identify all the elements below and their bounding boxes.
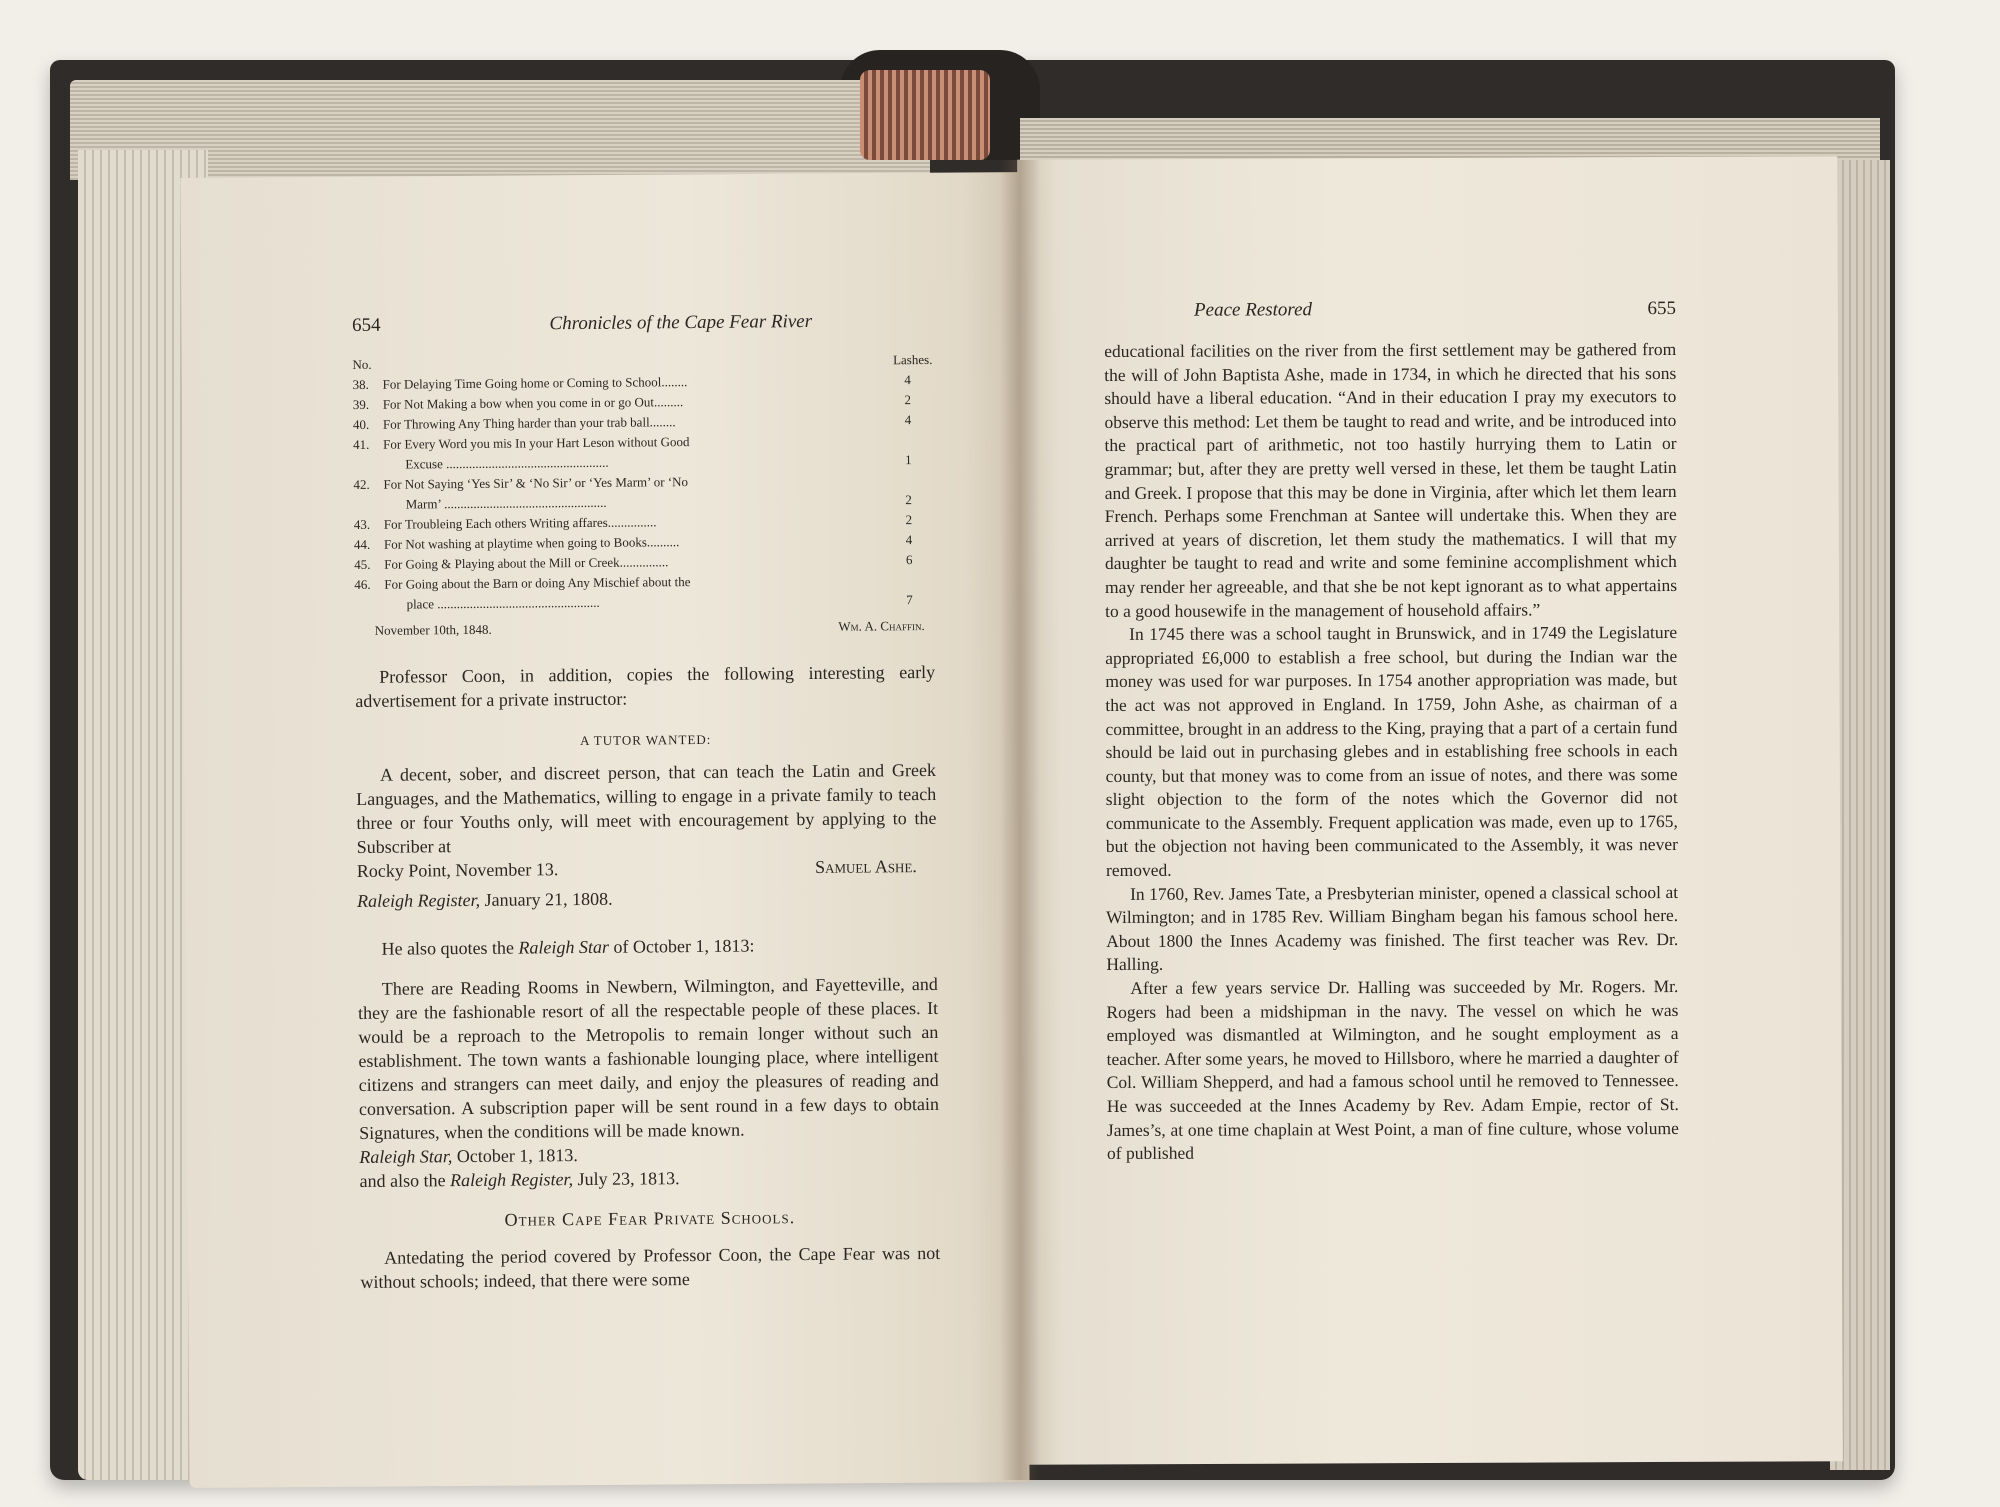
row-lashes: 2: [905, 512, 913, 528]
left-running-head: [352, 310, 932, 337]
row-offense: [383, 470, 883, 514]
para-text: He also quotes the: [381, 937, 519, 959]
row-offense-line2: Excuse ..................................................: [405, 454, 609, 472]
table-signature-line: [355, 616, 935, 641]
para-text: and also the: [359, 1170, 451, 1191]
table-signature: Wm. A. Chaffin.: [838, 618, 925, 634]
row-lashes: 6: [905, 552, 913, 568]
star-source-title: Raleigh Star,: [359, 1146, 453, 1167]
table-row: [353, 470, 933, 515]
ad-source-date: January 21, 1808.: [480, 888, 613, 910]
row-number: 46.: [354, 576, 371, 592]
row-offense: For Not washing at playtime when going to Books..........: [383, 534, 680, 552]
paragraph: In 1745 there was a school taught in Brunswick, and in 1749 the Legislature appropriated £6,000 to establish a free school, but during the Indian war the money was used for war purposes. In 1754 another appropriation was made, but the act was not approved in England. In 1759, John Ashe, as chairman of a committee, brought in an address to the King, praying that a part of a certain fund should be laid out in purchasing glebes and in establishing free schools in each county, but that money was to come from an issue of notes, and there was some slight objection to the form of the notes which the Governor did not communicate to the Assembly. Frequent application was made, even up to 1765, but the objection not having been communicated to the Assembly, it was never removed.: [1105, 622, 1678, 881]
para-text: of October 1, 1813:: [608, 935, 755, 957]
row-offense-line2: place ..................................................: [406, 594, 600, 612]
star-source-date: October 1, 1813.: [452, 1145, 578, 1167]
right-page-text: [1104, 298, 1679, 1166]
row-lashes: 4: [904, 372, 911, 388]
header-no: No.: [352, 356, 372, 372]
row-offense-line1: For Every Word you mis In your Hart Leson without Good: [383, 434, 690, 452]
row-number: 43.: [353, 516, 371, 532]
section-heading: Other Cape Fear Private Schools.: [504, 1207, 796, 1230]
row-offense: For Delaying Time Going home or Coming to School........: [382, 374, 688, 392]
also-source: [359, 1164, 939, 1193]
row-offense: For Going & Playing about the Mill or Creek...............: [384, 554, 669, 572]
running-title-left: Chronicles of the Cape Fear River: [549, 310, 813, 335]
paragraph: Antedating the period covered by Professor Coon, the Cape Fear was not without schools; indeed, that there were some: [360, 1242, 941, 1292]
paragraph: In 1760, Rev. James Tate, a Presbyterian minister, opened a classical school at Wilmington; and in 1785 Rev. William Bingham began his famous school here. About 1800 the Innes Academy was finished. The first teacher was Rev. Dr. Halling.: [1106, 881, 1679, 975]
row-offense: For Not Making a bow when you come in or go Out.........: [382, 394, 684, 412]
para-text: July 23, 1813.: [572, 1168, 680, 1190]
star-quote: There are Reading Rooms in Newbern, Wilmington, and Fayetteville, and they are the fashionable resort of all the respectable people of these places. It would be a reproach to the Metropolis to remain longer without such an establishment. The town wants a fashionable lounging place, where intelligent citizens and strangers can meet daily, and enjoy the pleasures of reading and conversation. A subscription paper will be sent round in a few days to obtain Signatures, when the conditions will be made known.: [358, 973, 939, 1143]
paragraph: educational facilities on the river from the first settlement may be gathered from the will of John Baptista Ashe, made in 1734, in which he directed that his sons should have a liberal education. “And in their education I pray my executors to observe this method: Let them be taught to read and write, and be introduced into the practical part of arithmetic, not too hastily hurrying them to Latin or grammar; but, after they are pretty well versed in these, let them be taught Latin and Greek. I propose that this may be done in Virginia, after which let them learn French. Perhaps some Frenchman at Santee will undertake this. When they are arrived at years of discretion, let them study the mathematics. I will that my daughter be taught to read and write and some feminine accomplishment which may render her agreeable, and that she be not kept ignorant as to what appertains to a good housewife in the management of household affairs.”: [1104, 339, 1678, 621]
ad-source: [357, 884, 937, 913]
row-lashes: 2: [905, 492, 912, 508]
row-number: 39.: [352, 396, 370, 412]
row-lashes: 7: [906, 592, 913, 608]
row-offense-line2: Marm’ ..................................................: [405, 494, 607, 512]
table-row: [354, 570, 934, 615]
table-row: [353, 430, 933, 475]
running-title-right: Peace Restored: [1193, 299, 1313, 321]
ad-place-date: Rocky Point, November 13.: [356, 859, 559, 881]
ad-text: A decent, sober, and discreet person, that can teach the Latin and Greek Languages, and the Mathematics, willing to engage in a private family to teach three or four Youths only, will meet with encouragement by applying to the Subscriber at: [356, 759, 937, 857]
para-title: Raleigh Star: [518, 936, 610, 958]
left-page-text: [352, 310, 941, 1294]
row-number: 40.: [352, 416, 370, 432]
paragraph: Professor Coon, in addition, copies the following interesting early advertisement for a private instructor:: [355, 661, 936, 711]
paragraph: After a few years service Dr. Halling was succeeded by Mr. Rogers. Mr. Rogers had been a midshipman in the navy. The vessel on which he was employed was dismantled at Wilmington, and he sought employment as a teacher. After some years, he moved to Hillsboro, where he married a daughter of Col. William Shepperd, and had a famous school until he removed to Tennessee. He was succeeded at the Innes Academy by Rev. Adam Empie, rector of St. James’s, at one time chaplain at West Point, a man of fine culture, whose volume of published: [1106, 976, 1679, 1164]
lashes-table: [352, 350, 934, 641]
ad-signature-line: [357, 854, 937, 883]
row-offense: For Troubleing Each others Writing affares...............: [383, 514, 657, 532]
row-offense-line1: For Going about the Barn or doing Any Mischief about the: [384, 574, 691, 592]
paragraph: [357, 932, 937, 961]
row-number: 38.: [352, 376, 369, 392]
row-offense: [383, 430, 883, 474]
book-gutter: [1000, 160, 1040, 1480]
page-number-left: 654: [352, 314, 381, 336]
row-number: 45.: [354, 556, 371, 572]
row-offense: [384, 570, 884, 614]
table-date: November 10th, 1848.: [374, 621, 492, 638]
headband: [860, 70, 990, 160]
row-lashes: 4: [905, 532, 913, 548]
row-number: 41.: [353, 436, 370, 452]
row-number: 42.: [353, 476, 370, 492]
ad-signature: Samuel Ashe.: [814, 856, 917, 877]
row-lashes: 1: [904, 452, 912, 468]
row-offense: For Throwing Any Thing harder than your trab ball........: [382, 414, 676, 432]
ad-heading: A TUTOR WANTED:: [580, 731, 712, 749]
row-offense-line1: For Not Saying ‘Yes Sir’ & ‘No Sir’ or ‘Yes Marm’ or ‘No: [383, 474, 689, 492]
right-running-head: [1104, 298, 1676, 322]
row-lashes: 2: [904, 392, 912, 408]
row-number: 44.: [353, 536, 371, 552]
header-lashes: Lashes.: [892, 351, 933, 368]
page-number-right: 655: [1647, 298, 1677, 320]
row-lashes: 4: [904, 412, 912, 428]
also-source-title: Raleigh Register,: [449, 1169, 574, 1191]
ad-source-title: Raleigh Register,: [357, 889, 481, 911]
